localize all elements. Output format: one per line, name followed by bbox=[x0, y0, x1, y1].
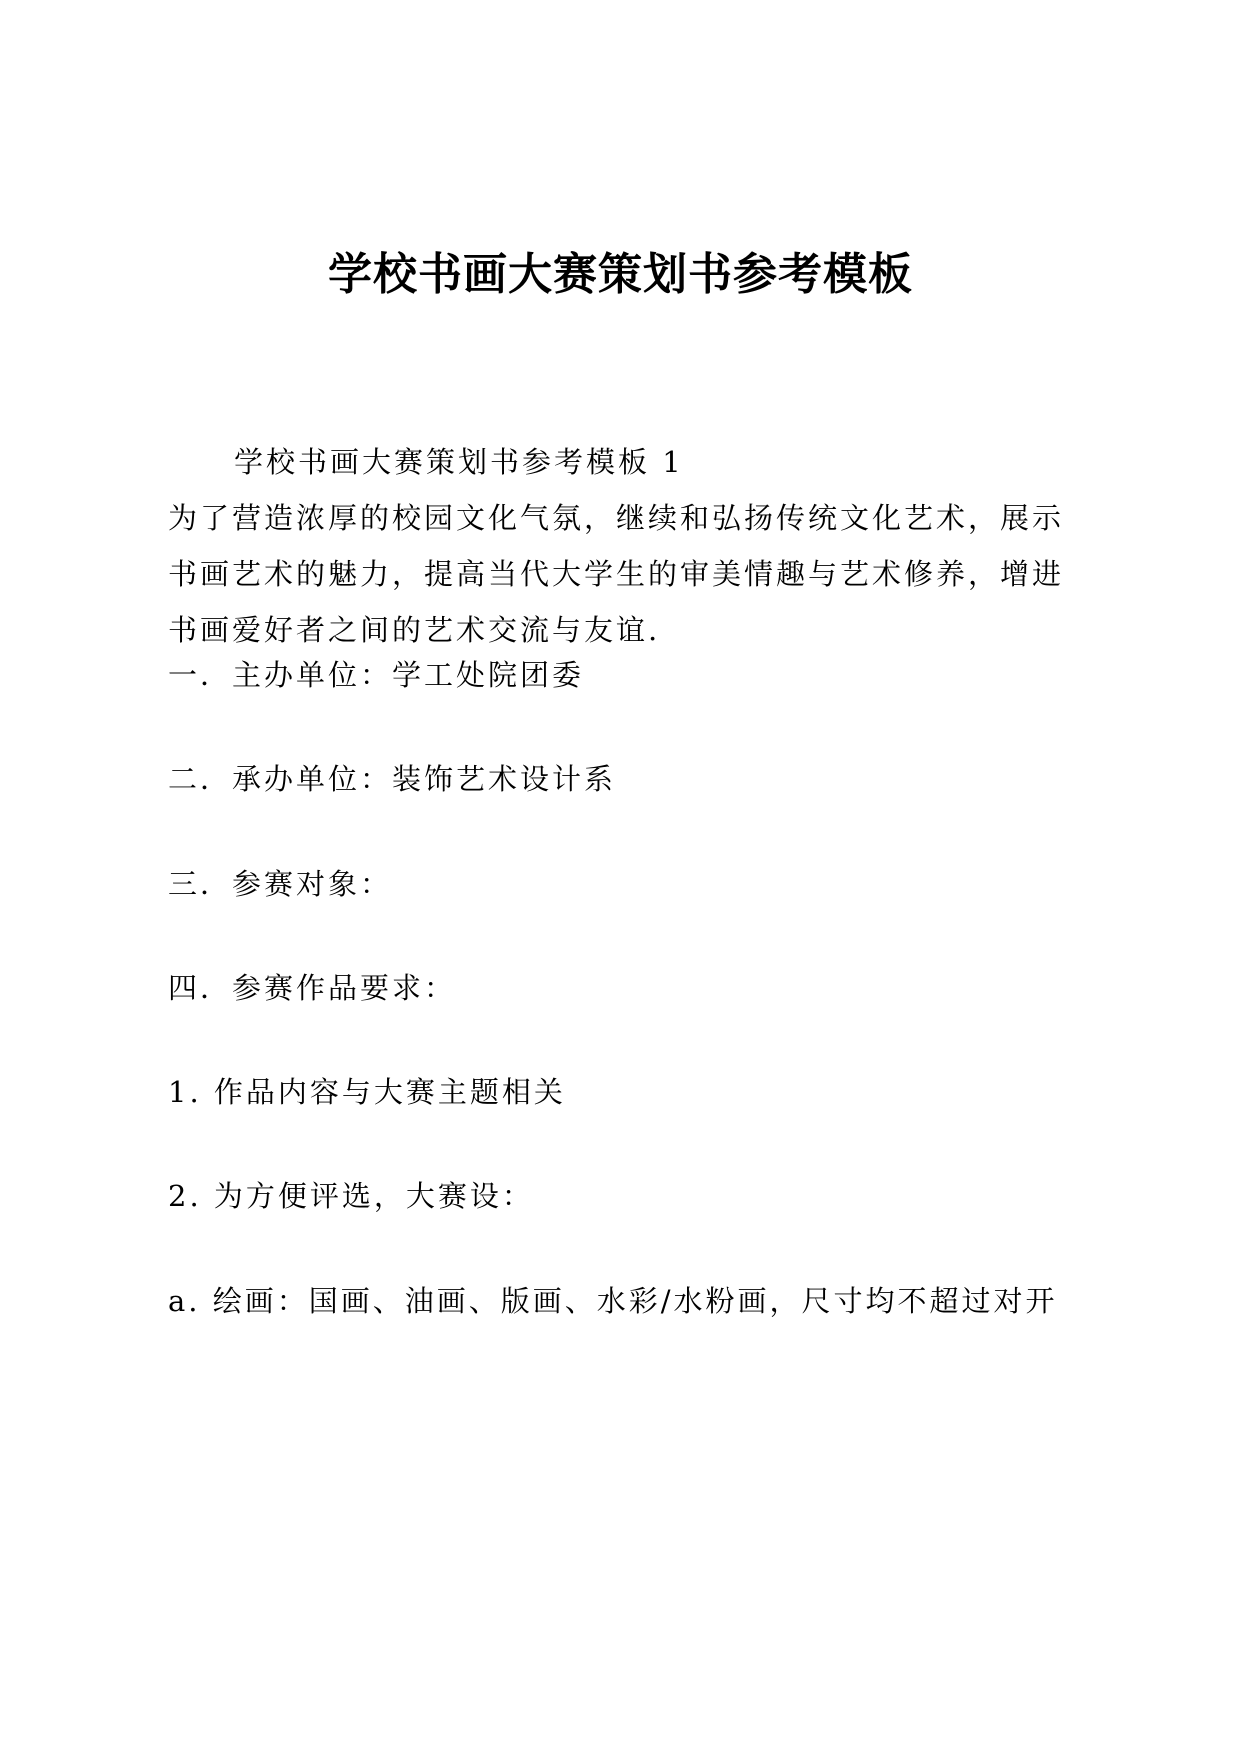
item-participants: 三．参赛对象： bbox=[168, 867, 393, 901]
section-subheading: 学校书画大赛策划书参考模板 1 bbox=[234, 445, 684, 479]
item-requirements: 四．参赛作品要求： bbox=[168, 971, 457, 1005]
item-category-a: a. 绘画：国画、油画、版画、水彩/水粉画，尺寸均不超过对开 bbox=[168, 1284, 1058, 1318]
item-organizer: 一．主办单位：学工处院团委 bbox=[168, 658, 585, 692]
intro-paragraph: 为了营造浓厚的校园文化气氛，继续和弘扬传统文化艺术，展示书画艺术的魅力，提高当代大学生的审美情趣与艺术修养，增进书画爱好者之间的艺术交流与友谊. bbox=[168, 501, 1065, 647]
document-title: 学校书画大赛策划书参考模板 bbox=[328, 249, 913, 300]
item-co-organizer: 二．承办单位：装饰艺术设计系 bbox=[168, 762, 617, 796]
item-requirement-2: 2. 为方便评选，大赛设： bbox=[168, 1179, 534, 1213]
item-requirement-1: 1. 作品内容与大赛主题相关 bbox=[168, 1075, 566, 1109]
